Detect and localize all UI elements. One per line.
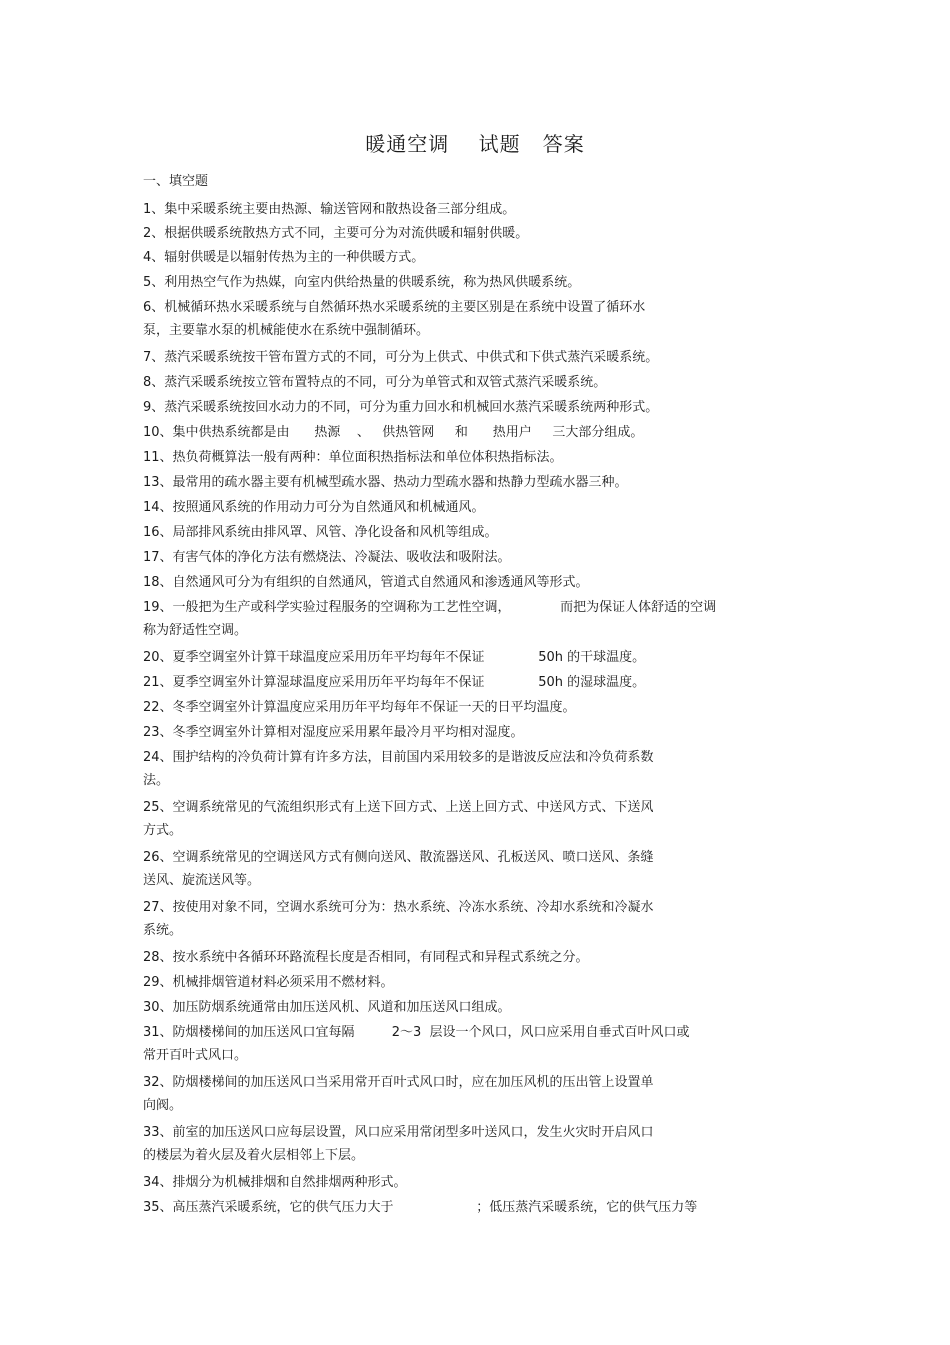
question-line: 6、机械循环热水采暖系统与自然循环热水采暖系统的主要区别是在系统中设置了循环水 (143, 300, 646, 315)
question-line: 8、蒸汽采暖系统按立管布置特点的不同，可分为单管式和双管式蒸汽采暖系统。 (143, 375, 607, 390)
document-title: 暖通空调 试题 答案 (365, 132, 585, 156)
question-line: 27、按使用对象不同，空调水系统可分为：热水系统、冷冻水系统、冷却水系统和冷凝水 (143, 900, 654, 915)
question-line-continuation: 系统。 (143, 923, 183, 938)
question-line-continuation: 方式。 (143, 823, 183, 838)
question-line-continuation: 法。 (143, 773, 170, 788)
question-line: 21、夏季空调室外计算湿球温度应采用历年平均每年不保证 50h 的湿球温度。 (143, 675, 646, 690)
question-line-continuation: 向阀。 (143, 1098, 183, 1113)
question-line: 9、蒸汽采暖系统按回水动力的不同，可分为重力回水和机械回水蒸汽采暖系统两种形式。 (143, 400, 659, 415)
question-line: 26、空调系统常见的空调送风方式有侧向送风、散流器送风、孔板送风、喷口送风、条缝 (143, 850, 654, 865)
section-heading: 一、填空题 (143, 174, 209, 189)
question-line: 23、冬季空调室外计算相对湿度应采用累年最冷月平均相对湿度。 (143, 725, 524, 740)
question-line: 32、防烟楼梯间的加压送风口当采用常开百叶式风口时，应在加压风机的压出管上设置单 (143, 1075, 654, 1090)
question-line: 20、夏季空调室外计算干球温度应采用历年平均每年不保证 50h 的干球温度。 (143, 650, 646, 665)
question-line: 2、根据供暖系统散热方式不同，主要可分为对流供暖和辐射供暖。 (143, 226, 529, 241)
question-line: 22、冬季空调室外计算温度应采用历年平均每年不保证一天的日平均温度。 (143, 700, 576, 715)
question-line: 13、最常用的疏水器主要有机械型疏水器、热动力型疏水器和热静力型疏水器三种。 (143, 475, 628, 490)
question-line: 14、按照通风系统的作用动力可分为自然通风和机械通风。 (143, 500, 485, 515)
question-line: 11、热负荷概算法一般有两种：单位面积热指标法和单位体积热指标法。 (143, 450, 563, 465)
question-line-continuation: 常开百叶式风口。 (143, 1048, 248, 1063)
question-line-continuation: 送风、旋流送风等。 (143, 873, 261, 888)
question-line: 7、蒸汽采暖系统按干管布置方式的不同，可分为上供式、中供式和下供式蒸汽采暖系统。 (143, 350, 659, 365)
question-line: 1、集中采暖系统主要由热源、输送管网和散热设备三部分组成。 (143, 202, 516, 217)
question-line-continuation: 的楼层为着火层及着火层相邻上下层。 (143, 1148, 365, 1163)
question-line: 30、加压防烟系统通常由加压送风机、风道和加压送风口组成。 (143, 1000, 511, 1015)
question-line-continuation: 称为舒适性空调。 (143, 623, 248, 638)
question-line: 29、机械排烟管道材料必须采用不燃材料。 (143, 975, 394, 990)
question-line: 35、高压蒸汽采暖系统，它的供气压力大于 ；低压蒸汽采暖系统，它的供气压力等 (143, 1200, 698, 1215)
question-line: 25、空调系统常见的气流组织形式有上送下回方式、上送上回方式、中送风方式、下送风 (143, 800, 654, 815)
question-line: 33、前室的加压送风口应每层设置，风口应采用常闭型多叶送风口，发生火灾时开启风口 (143, 1125, 654, 1140)
question-line: 31、防烟楼梯间的加压送风口宜每隔 2～3 层设一个风口，风口应采用自垂式百叶风口或 (143, 1025, 690, 1040)
question-line: 34、排烟分为机械排烟和自然排烟两种形式。 (143, 1175, 407, 1190)
question-line: 18、自然通风可分为有组织的自然通风，管道式自然通风和渗透通风等形式。 (143, 575, 589, 590)
question-line: 17、有害气体的净化方法有燃烧法、冷凝法、吸收法和吸附法。 (143, 550, 511, 565)
question-line: 19、一般把为生产或科学实验过程服务的空调称为工艺性空调， 而把为保证人体舒适的空调 (143, 600, 717, 615)
question-line: 10、集中供热系统都是由 热源 、 供热管网 和 热用户 三大部分组成。 (143, 425, 644, 440)
question-line: 16、局部排风系统由排风罩、风管、净化设备和风机等组成。 (143, 525, 498, 540)
question-line: 28、按水系统中各循环环路流程长度是否相同，有同程式和异程式系统之分。 (143, 950, 589, 965)
question-line: 4、辐射供暖是以辐射传热为主的一种供暖方式。 (143, 250, 425, 265)
question-line-continuation: 泵，主要靠水泵的机械能使水在系统中强制循环。 (143, 323, 430, 338)
question-line: 5、利用热空气作为热媒，向室内供给热量的供暖系统，称为热风供暖系统。 (143, 275, 581, 290)
question-line: 24、围护结构的冷负荷计算有许多方法，目前国内采用较多的是谐波反应法和冷负荷系数 (143, 750, 654, 765)
